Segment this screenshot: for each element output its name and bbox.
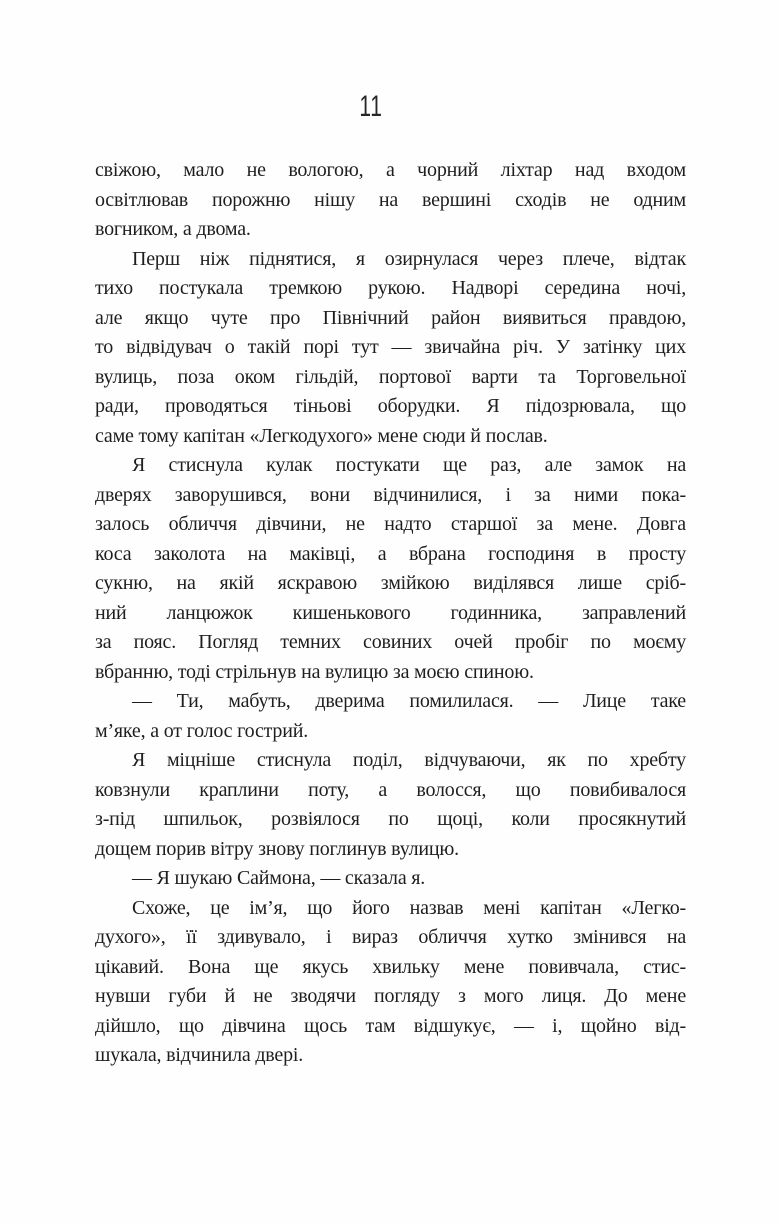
text-line: саме тому капітан «Легкодухого» мене сюди й послав. bbox=[95, 424, 548, 447]
page-number: 11 bbox=[359, 90, 383, 123]
text-line: то відвідувач о такій порі тут — звичайна річ. У затінку цих bbox=[95, 336, 686, 358]
paragraph bbox=[95, 894, 686, 1071]
text-line: коса заколота на маківці, а вбрана господиня в просту bbox=[95, 542, 686, 565]
text-line: цікавий. Вона ще якусь хвильку мене повивчала, стис- bbox=[95, 955, 686, 978]
text-line: Перш ніж піднятися, я озирнулася через плече, відтак bbox=[132, 247, 686, 270]
text-line: тихо постукала тремкою рукою. Надворі середина ночі, bbox=[95, 277, 686, 299]
text-line: дощем порив вітру знову поглинув вулицю. bbox=[95, 837, 459, 860]
paragraph bbox=[95, 156, 686, 245]
text-line: дійшло, що дівчина щось там відшукує, — і, щойно від- bbox=[95, 1014, 686, 1037]
text-line: ковзнули краплини поту, а волосся, що повибивалося bbox=[95, 778, 686, 801]
text-line: вулиць, поза оком гільдій, портової варти та Торговельної bbox=[95, 365, 686, 388]
text-line: з-під шпильок, розвіялося по щоці, коли просякнутий bbox=[95, 808, 686, 830]
text-line: Схоже, це ім’я, що його назвав мені капітан «Легко- bbox=[132, 896, 686, 919]
text-line: м’яке, а от голос гострий. bbox=[95, 719, 309, 742]
text-line: за пояс. Погляд темних совиних очей пробіг по моєму bbox=[95, 631, 686, 653]
paragraph bbox=[95, 746, 686, 864]
text-line: духого», її здивувало, і вираз обличчя хутко змінився на bbox=[95, 926, 686, 948]
text-block bbox=[95, 156, 686, 1071]
paragraph bbox=[95, 451, 686, 687]
text-line: але якщо чуте про Північний район виявиться правдою, bbox=[95, 306, 686, 329]
text-line: Я стиснула кулак постукати ще раз, але замок на bbox=[132, 454, 686, 476]
text-line: — Я шукаю Саймона, — сказала я. bbox=[132, 867, 426, 889]
text-line: Я міцніше стиснула поділ, відчуваючи, як по хребту bbox=[132, 749, 686, 771]
text-line: шукала, відчинила двері. bbox=[95, 1044, 304, 1066]
text-line: ний ланцюжок кишенькового годинника, заправлений bbox=[95, 601, 686, 624]
text-line: вбранню, тоді стрільнув на вулицю за моєю спиною. bbox=[95, 660, 534, 683]
text-line: освітлював порожню нішу на вершині сходів не одним bbox=[95, 188, 686, 211]
text-line: сукню, на якій яскравою змійкою виділявся лише сріб- bbox=[95, 572, 686, 594]
text-line: ради, проводяться тіньові оборудки. Я підозрювала, що bbox=[95, 395, 686, 417]
paragraph bbox=[95, 864, 686, 894]
paragraph bbox=[95, 245, 686, 452]
text-line: свіжою, мало не вологою, а чорний ліхтар над входом bbox=[95, 159, 686, 181]
text-line: — Ти, мабуть, дверима помилилася. — Лице таке bbox=[132, 690, 686, 712]
paragraph bbox=[95, 687, 686, 746]
text-line: залось обличчя дівчини, не надто старшої за мене. Довга bbox=[95, 513, 686, 535]
text-line: нувши губи й не зводячи погляду з мого лиця. До мене bbox=[95, 985, 686, 1007]
text-line: вогником, а двома. bbox=[95, 218, 251, 240]
text-line: дверях заворушився, вони відчинилися, і за ними пока- bbox=[95, 483, 686, 506]
